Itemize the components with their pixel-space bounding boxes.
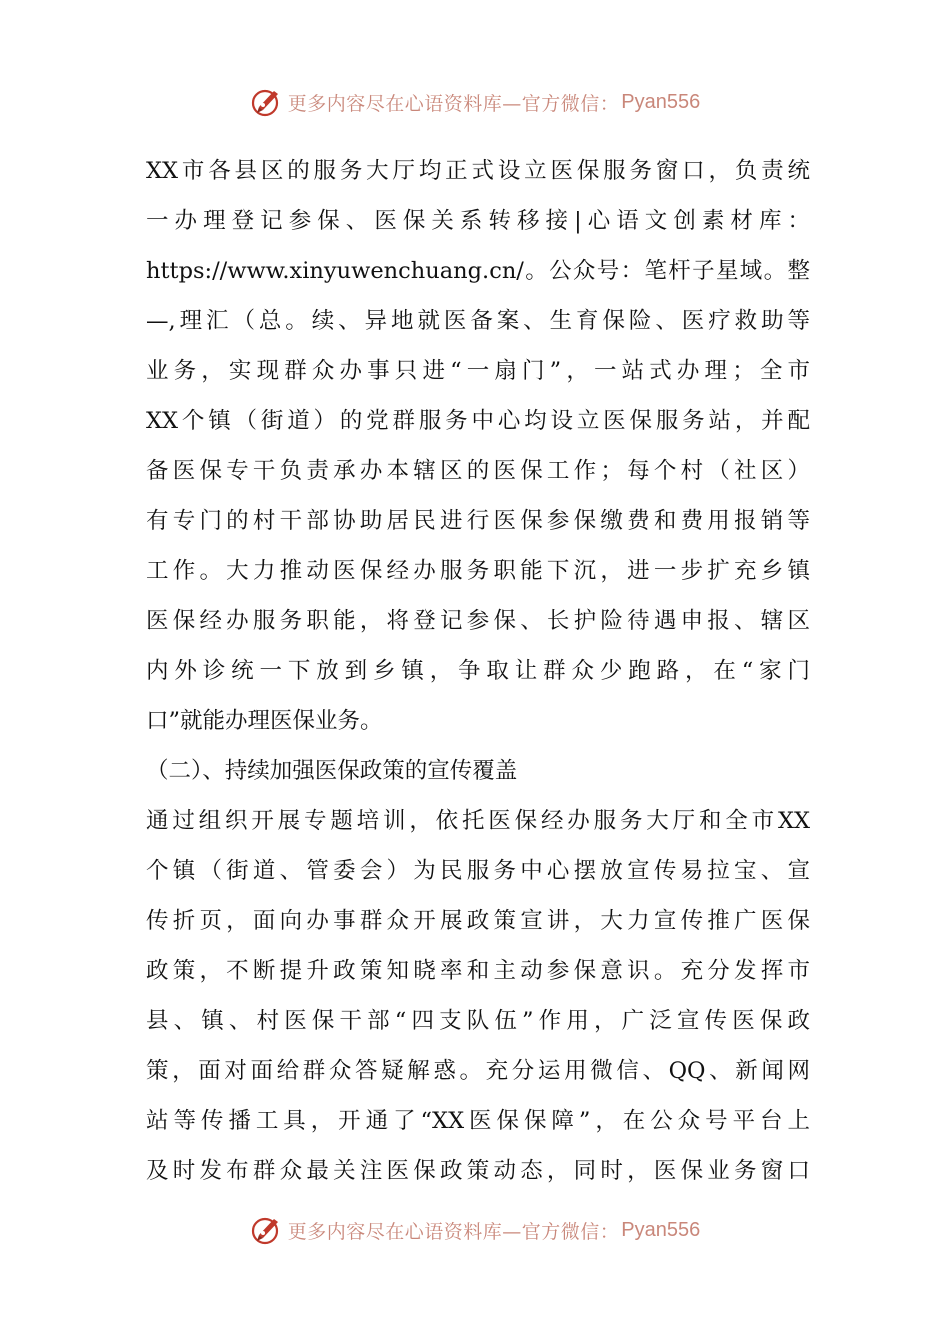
body-line: 政策，不断提升政策知晓率和主动参保意识。充分发挥市	[146, 958, 810, 984]
pen-logo-icon	[250, 1213, 284, 1247]
body-line: —,理汇（总。续、异地就医备案、生育保险、医疗救助等	[146, 308, 810, 334]
body-line: 一办理登记参保、医保关系转移接|心语文创素材库：	[146, 208, 810, 234]
body-line: 策，面对面给群众答疑解惑。充分运用微信、QQ、新闻网	[146, 1058, 810, 1084]
footer-banner-text: 更多内容尽在心语资料库—官方微信：	[287, 1220, 620, 1243]
document-body	[146, 146, 810, 1196]
header-wechat-id: Pyan556	[621, 90, 701, 113]
body-line: 站等传播工具，开通了“XX医保保障”，在公众号平台上	[146, 1108, 810, 1134]
section-heading: （二）、持续加强医保政策的宣传覆盖	[146, 758, 518, 784]
body-line: XX个镇（街道）的党群服务中心均设立医保服务站，并配	[146, 408, 810, 434]
body-line: 工作。大力推动医保经办服务职能下沉，进一步扩充乡镇	[146, 558, 810, 584]
footer-banner	[0, 1210, 950, 1250]
body-line: 口”就能办理医保业务。	[146, 708, 383, 734]
body-line: https://www.xinyuwenchuang.cn/。公众号：笔杆子星域。整	[146, 258, 810, 284]
pen-logo-icon	[250, 85, 284, 119]
body-line: 备医保专干负责承办本辖区的医保工作；每个村（社区）	[146, 458, 810, 484]
body-line: 医保经办服务职能，将登记参保、长护险待遇申报、辖区	[146, 608, 810, 634]
body-line: 县、镇、村医保干部“四支队伍”作用，广泛宣传医保政	[146, 1008, 810, 1034]
body-line: 个镇（街道、管委会）为民服务中心摆放宣传易拉宝、宣	[146, 858, 810, 884]
footer-wechat-id: Pyan556	[621, 1218, 701, 1241]
body-line: 通过组织开展专题培训，依托医保经办服务大厅和全市XX	[146, 808, 810, 834]
body-line: 业务，实现群众办事只进“一扇门”，一站式办理；全市	[146, 358, 810, 384]
body-line: 内外诊统一下放到乡镇，争取让群众少跑路，在“家门	[146, 658, 810, 684]
body-line: 及时发布群众最关注医保政策动态，同时，医保业务窗口	[146, 1158, 810, 1184]
body-line: 传折页，面向办事群众开展政策宣讲，大力宣传推广医保	[146, 908, 810, 934]
body-line: XX市各县区的服务大厅均正式设立医保服务窗口，负责统	[146, 158, 810, 184]
header-banner-text: 更多内容尽在心语资料库—官方微信：	[287, 92, 620, 115]
header-banner	[0, 82, 950, 122]
body-line: 有专门的村干部协助居民进行医保参保缴费和费用报销等	[146, 508, 810, 534]
